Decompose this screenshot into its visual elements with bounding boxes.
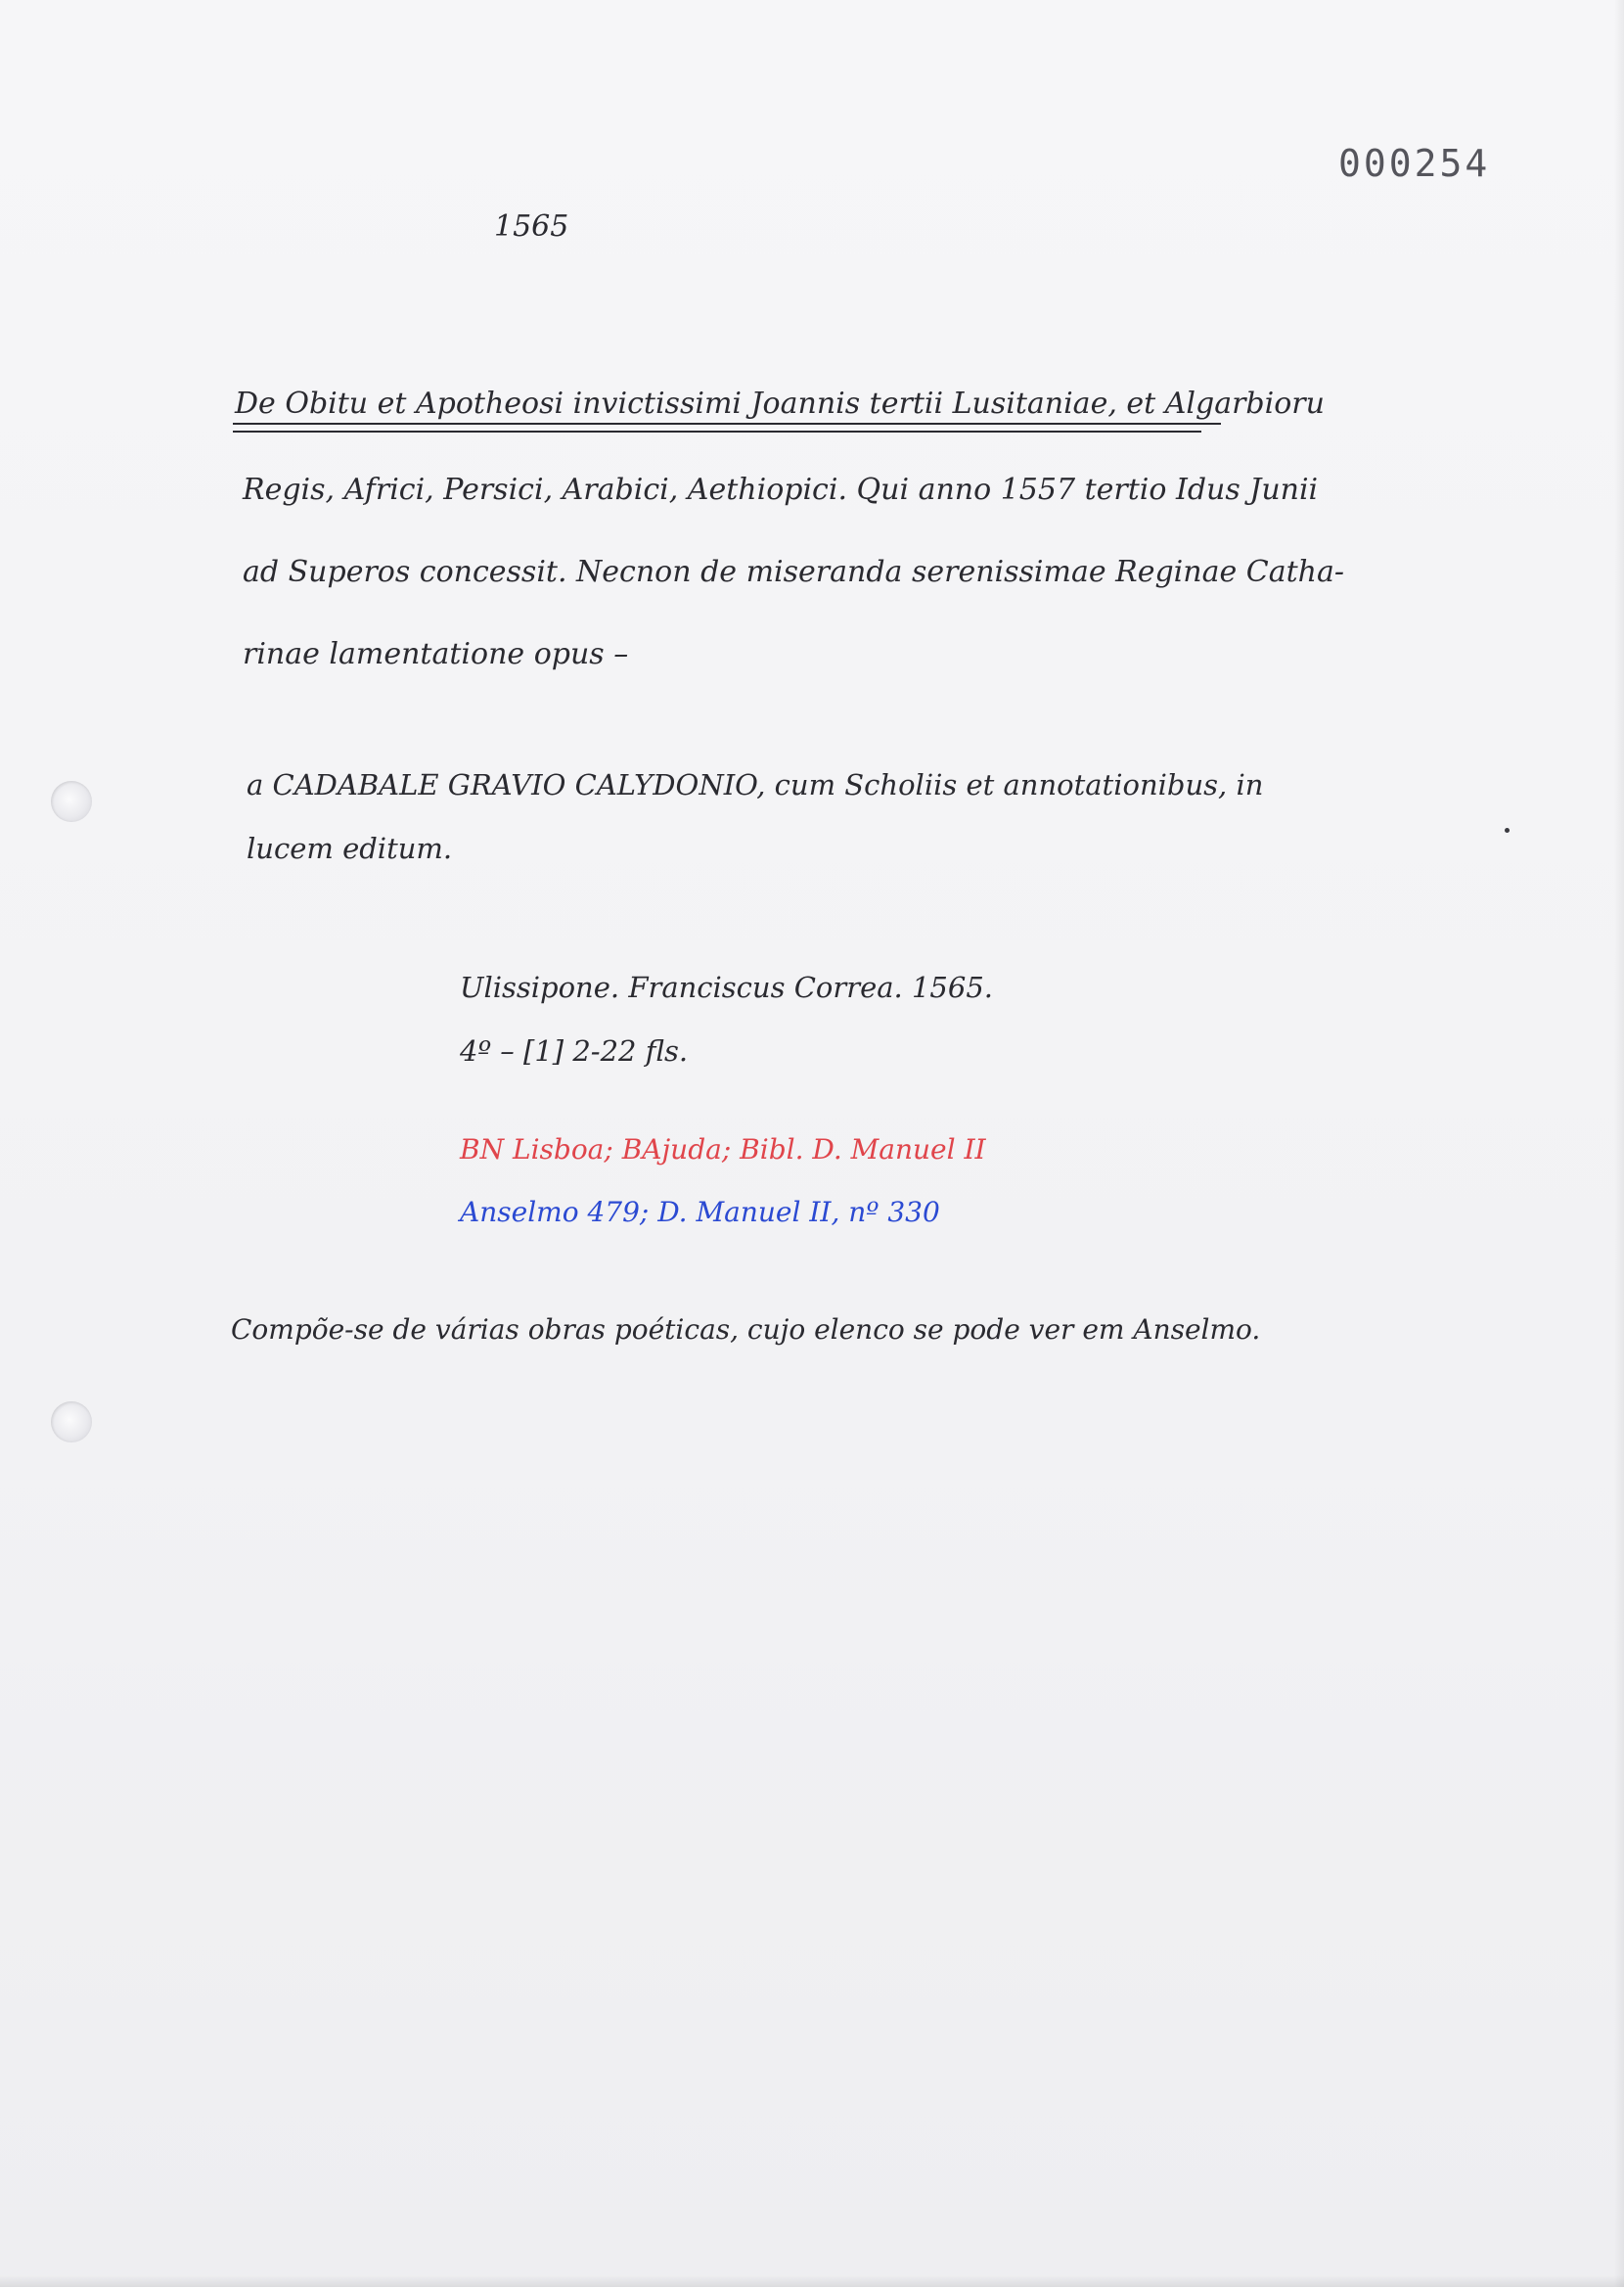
title-line-3: ad Superos concessit. Necnon de miseranda serenissimae Reginae Catha- — [243, 555, 1344, 589]
title-underline — [233, 423, 1221, 425]
title-line-1: De Obitu et Apotheosi invictissimi Joannis tertii Lusitaniae, et Algarbioru — [235, 387, 1325, 421]
punch-hole-top — [51, 781, 92, 822]
page-edge-shadow — [1614, 0, 1624, 2287]
author-line-2: lucem editum. — [247, 832, 453, 865]
title-line-2: Regis, Africi, Persici, Arabici, Aethiopici. Qui anno 1557 tertio Idus Junii — [243, 473, 1319, 507]
format-line: 4º – [1] 2-22 fls. — [460, 1034, 689, 1068]
author-line-1: a CADABALE GRAVIO CALYDONIO, cum Scholiis et annotationibus, in — [247, 768, 1264, 801]
year-heading: 1565 — [494, 209, 569, 244]
punch-hole-bottom — [51, 1401, 92, 1442]
imprint-line: Ulissipone. Franciscus Correa. 1565. — [460, 971, 993, 1004]
stray-ink-dot — [1505, 828, 1510, 833]
note-line: Compõe-se de várias obras poéticas, cujo elenco se pode ver em Anselmo. — [231, 1313, 1261, 1346]
library-holdings-red: BN Lisboa; BAjuda; Bibl. D. Manuel II — [460, 1133, 986, 1166]
bibliography-references-blue: Anselmo 479; D. Manuel II, nº 330 — [460, 1196, 940, 1228]
title-line-4: rinae lamentatione opus – — [243, 637, 629, 671]
stamped-number: 000254 — [1338, 142, 1491, 185]
title-underline-second — [233, 431, 1201, 433]
page-bottom-shadow — [0, 2275, 1624, 2287]
